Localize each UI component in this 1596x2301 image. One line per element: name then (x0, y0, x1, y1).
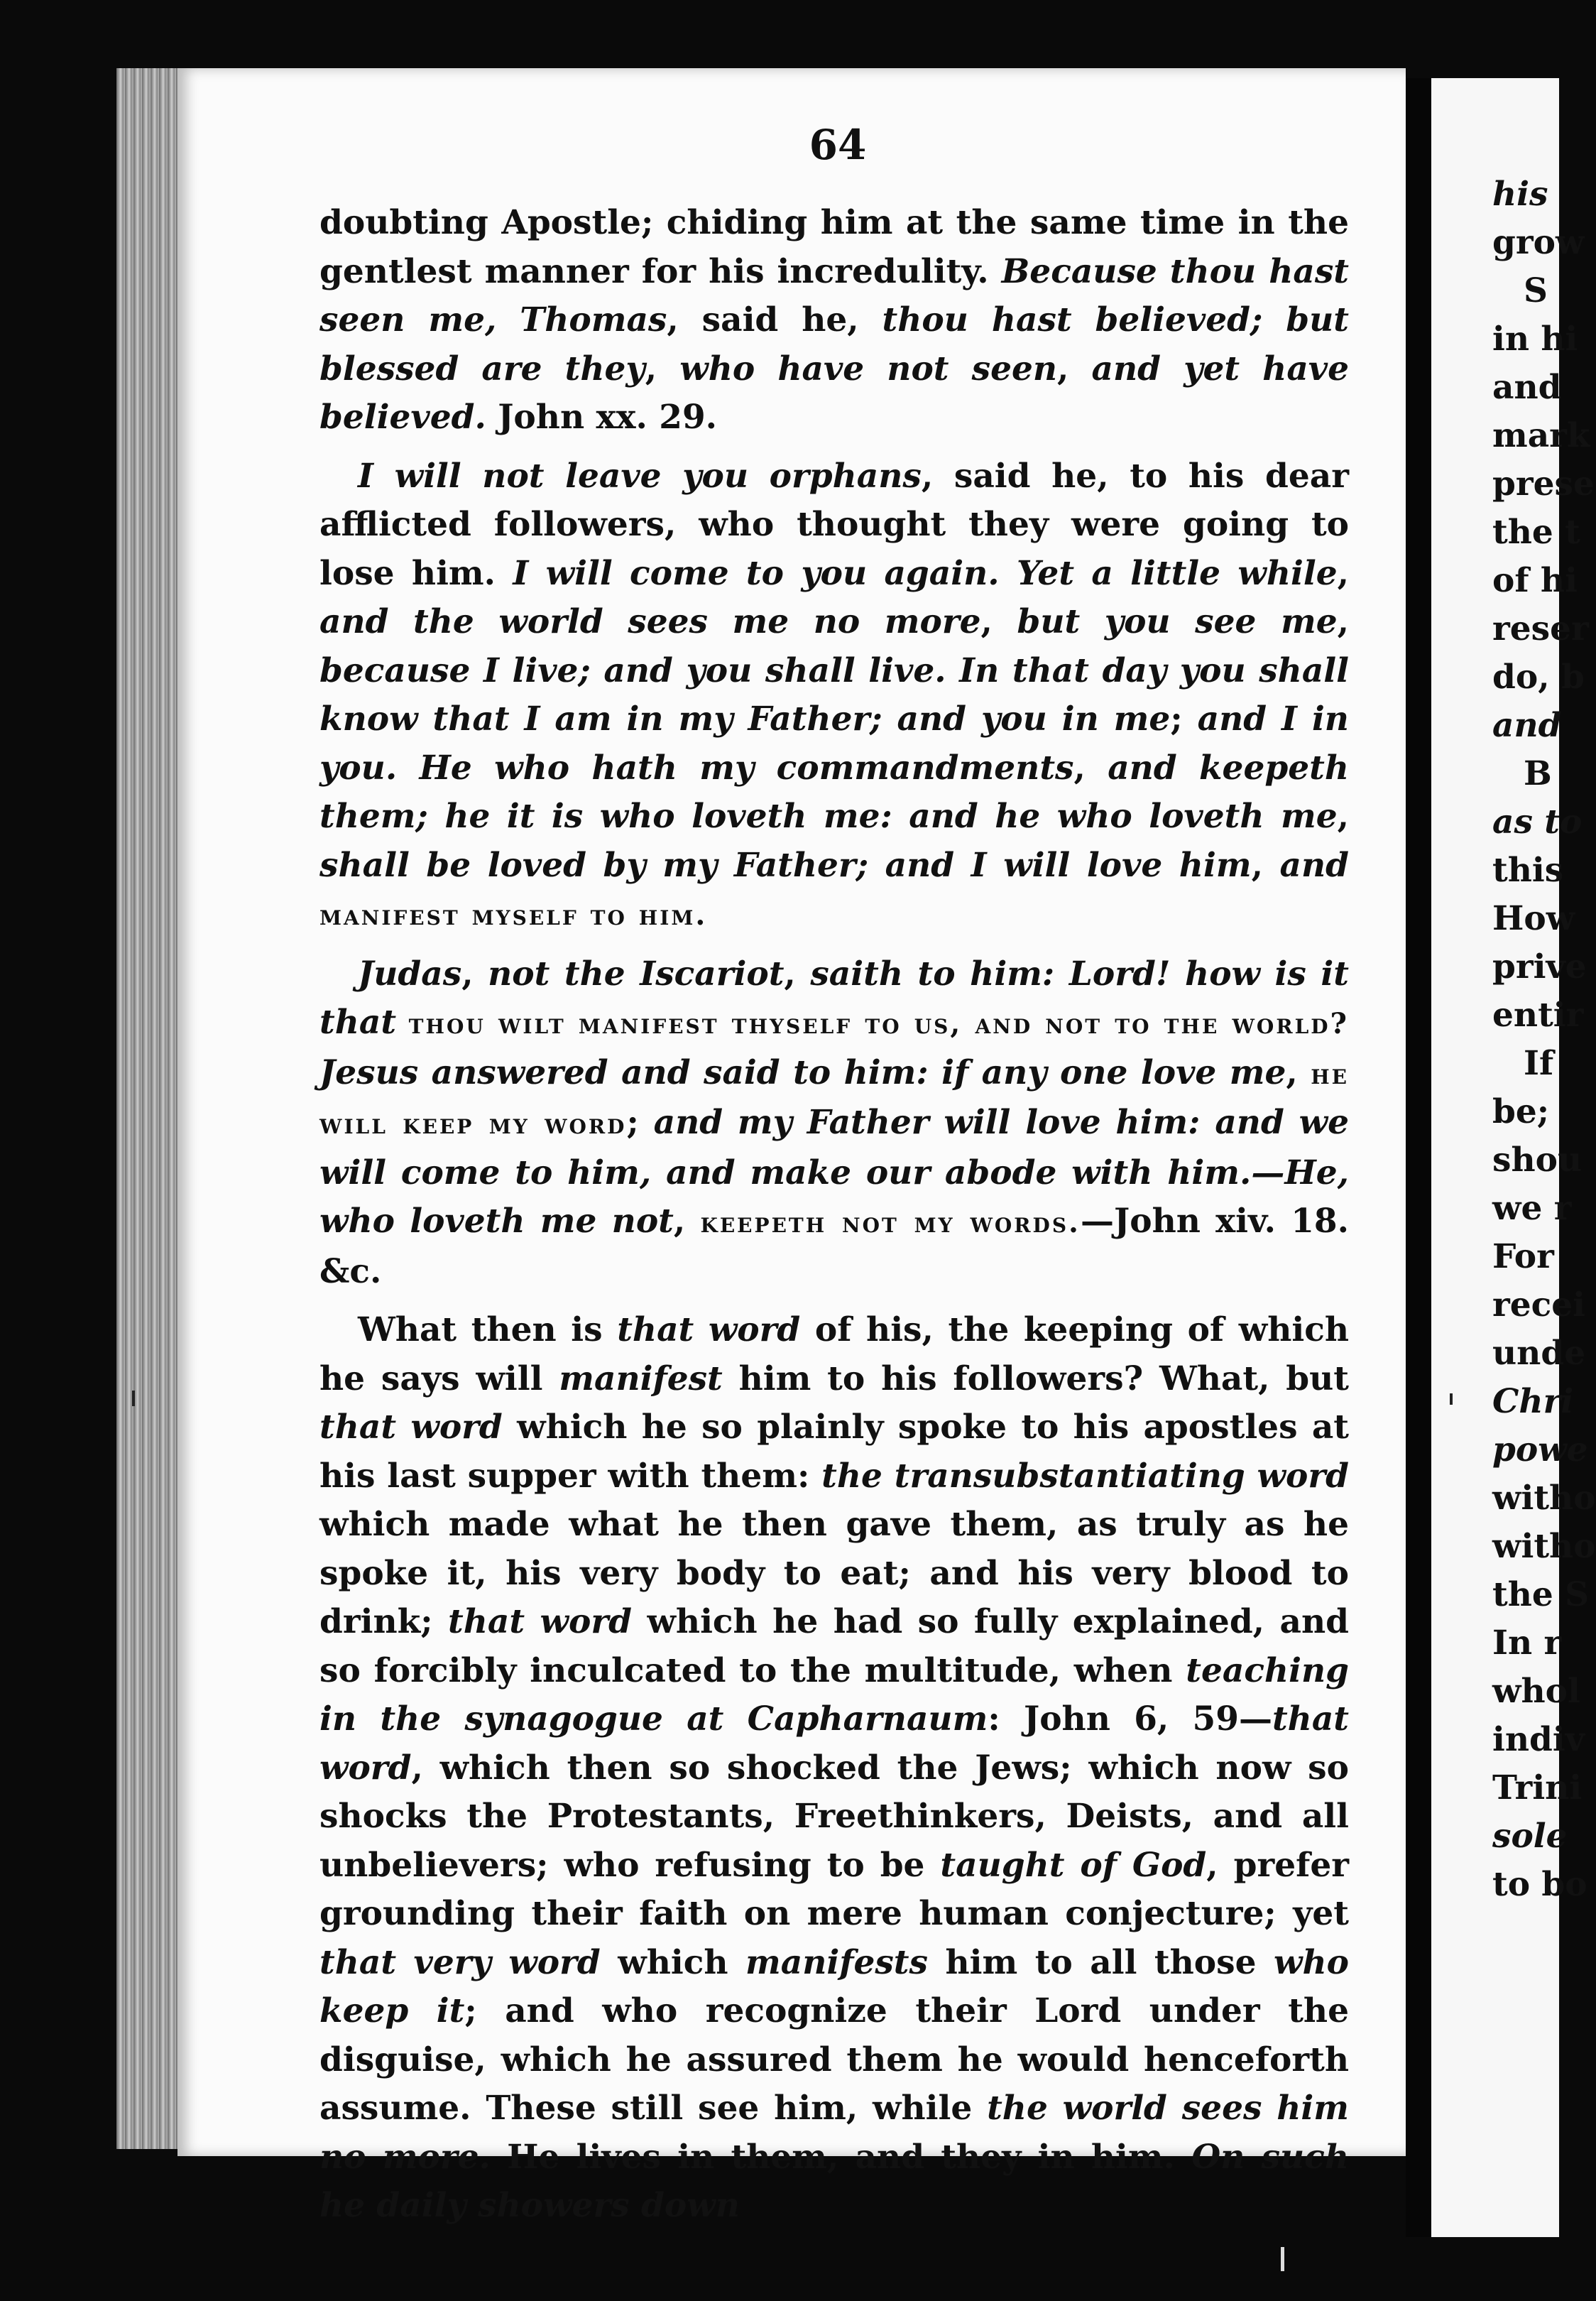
right-page-fragment: we r (1492, 1189, 1572, 1228)
text-run: , (645, 349, 680, 388)
text-run: , (1337, 553, 1349, 593)
italic-run: Because thou hast seen me, Thomas (319, 251, 1349, 339)
right-page-fragment: mark (1492, 416, 1590, 455)
right-page-fragment: be; (1492, 1092, 1550, 1131)
text-run (396, 1003, 409, 1042)
italic-run: that word (448, 1602, 632, 1641)
italic-run: that word (319, 1408, 503, 1447)
right-page-fragment: Trini (1492, 1768, 1583, 1807)
text-run: , (980, 602, 1017, 641)
text-run: which he so plainly spoke to his apostles at his last supper with them: (319, 1408, 1350, 1496)
italic-run: but you see me (1017, 602, 1338, 641)
italic-run: that word (319, 1699, 1349, 1788)
italic-run: and keepeth them; he it is who loveth me: and he who loveth me (319, 748, 1350, 836)
body-text (319, 199, 1349, 2241)
text-run: ; (626, 1103, 654, 1142)
paragraph (319, 199, 1349, 442)
text-run: , said he, (667, 300, 882, 339)
text-run: doubting Apostle; chiding him at the same time in the gentlest manner for his incredulity. (319, 203, 1349, 291)
text-run: which (600, 1942, 746, 1982)
small-caps-run: manifest myself to him. (319, 898, 708, 932)
right-page-fragment: witho (1492, 1527, 1596, 1566)
text-run: —John xiv. 18. &c. (319, 1202, 1349, 1291)
right-page-fragment: grow (1492, 223, 1585, 262)
right-page-fragment: and (1492, 368, 1562, 407)
right-page-fragment: witho (1492, 1479, 1596, 1518)
right-page-fragment: If (1524, 1044, 1554, 1083)
text-run: him to his followers? What, but (722, 1359, 1350, 1398)
text-run: , (1057, 349, 1092, 388)
right-page-fragment: this (1492, 851, 1564, 890)
right-page-fragment: shou (1492, 1141, 1583, 1180)
italic-run: who have not seen (679, 349, 1058, 388)
italic-run: and my Father will love him: and we will come to him, and make our abode with him.—He, who loveth me not (319, 1103, 1349, 1241)
italic-run: and yet have believed. (319, 349, 1349, 437)
text-run: ; and who recognize their Lord under the disguise, which he assured them he would henceforth assume. These still see him, while (319, 1991, 1349, 2128)
right-page-fragment: How (1492, 899, 1575, 938)
italic-run: manifests (745, 1942, 928, 1982)
text-run: which he had so fully explained, and so forcibly inculcated to the multitude, when (319, 1602, 1349, 1690)
text-run: , (673, 1202, 701, 1241)
right-page-fragment: prese (1492, 464, 1595, 504)
text-run: , (1337, 797, 1349, 836)
right-page (1431, 78, 1596, 2237)
right-page-fragment: the S (1492, 1575, 1590, 1614)
right-page-fragment: as to (1492, 803, 1583, 842)
right-page-fragment: unde (1492, 1334, 1586, 1373)
right-page-fragment: S (1524, 271, 1548, 310)
right-page-fragment: and (1492, 706, 1562, 745)
italic-run: the world sees him no more. (319, 2089, 1349, 2177)
right-page-fragment: In r (1492, 1623, 1562, 1663)
italic-run: saith to him: Lord! how is it that (319, 954, 1349, 1042)
scan-mark (1450, 1393, 1453, 1405)
paragraph (319, 950, 1349, 1297)
right-page-fragment: Chri (1492, 1382, 1574, 1421)
right-page-fragment: recei (1492, 1285, 1586, 1324)
page-number: 64 (809, 121, 867, 169)
paragraph (319, 452, 1349, 940)
italic-run: I will not leave you orphans (358, 456, 922, 496)
text-run: , (784, 954, 811, 994)
right-page-fragment: indiv (1492, 1720, 1585, 1759)
small-caps-run: keepeth not my words. (700, 1206, 1081, 1239)
text-run: , (1286, 1052, 1311, 1092)
text-run: of his, the keeping of which he says will (319, 1310, 1350, 1398)
text-run: him to all those (927, 1942, 1274, 1982)
italic-run: not the Iscariot (488, 954, 785, 994)
text-run: ; (1170, 700, 1198, 739)
right-page-fragment: the t (1492, 513, 1580, 552)
italic-run: who keep it (319, 1942, 1349, 2030)
text-run: , said he, to his dear afflicted followers, who thought they were going to lose him. (319, 456, 1349, 593)
italic-run: that word (617, 1310, 801, 1349)
italic-run: because I live; and you shall live. In that day you shall know that I am in my Father; and you in me (319, 651, 1349, 739)
right-page-fragment: whol (1492, 1672, 1580, 1711)
italic-run: shall be loved by my Father; and I will love him (319, 845, 1252, 885)
book-edge (116, 68, 182, 2149)
italic-run: I will come to you again. Yet a little while (513, 553, 1338, 593)
italic-run: and the world sees me no more (319, 602, 981, 641)
text-run: , (1337, 602, 1349, 641)
right-page-fragment: reser (1492, 609, 1589, 648)
italic-run: On such he daily showers down (319, 2137, 1349, 2225)
scan-mark (1281, 2247, 1284, 2271)
small-caps-run: he will keep my word (319, 1057, 1349, 1141)
right-page-fragment: to bo (1492, 1865, 1587, 1904)
text-run: John xx. 29. (486, 398, 718, 437)
right-page-fragment: of hi (1492, 561, 1578, 600)
italic-run: manifest (559, 1359, 723, 1398)
right-page-fragment: For (1492, 1237, 1554, 1276)
italic-run: Judas (358, 954, 462, 994)
text-run: , which then so shocked the Jews; which now so shocks the Protestants, Freethinkers, Deists, and all unbelievers; who refusing to be (319, 1748, 1349, 1885)
right-page-fragment: powe (1492, 1430, 1588, 1469)
italic-run: and (1279, 845, 1349, 885)
text-run: which made what he then gave them, as truly as he spoke it, his very body to eat; and his very blood to drink; (319, 1505, 1349, 1641)
italic-run: taught of God (940, 1845, 1207, 1885)
scan-mark (132, 1391, 135, 1406)
italic-run: teaching in the synagogue at Capharnaum (319, 1650, 1349, 1739)
text-run: , prefer grounding their faith on mere human conjecture; yet (319, 1845, 1349, 1933)
text-run: What then is (358, 1310, 618, 1349)
book-gutter (1406, 78, 1431, 2237)
text-run: He lives in them, and they in him. (490, 2137, 1192, 2177)
right-page-fragment: in hi (1492, 320, 1578, 359)
right-page-fragment: his (1492, 175, 1548, 214)
italic-run: the transubstantiating word (821, 1456, 1349, 1496)
small-caps-run: thou wilt manifest thyself to us, and not to the world? (408, 1007, 1349, 1040)
text-run: : John 6, 59— (988, 1699, 1272, 1739)
paragraph (319, 1306, 1349, 2231)
italic-run: that very word (319, 1942, 601, 1982)
right-page-fragment: sole (1492, 1817, 1568, 1856)
right-page-fragment: B (1524, 754, 1552, 793)
italic-run: thou hast believed; but blessed are they (319, 300, 1349, 388)
right-page-fragment: prive (1492, 947, 1587, 986)
right-page-fragment: do, b (1492, 658, 1585, 697)
text-run: , (461, 954, 488, 994)
right-page-fragment: entir (1492, 996, 1584, 1035)
text-run: , (1251, 845, 1280, 885)
text-run: , (1073, 748, 1108, 788)
italic-run: Jesus answered and said to him: if any one love me (319, 1052, 1286, 1092)
italic-run: and I in you. He who hath my commandments (319, 700, 1349, 788)
